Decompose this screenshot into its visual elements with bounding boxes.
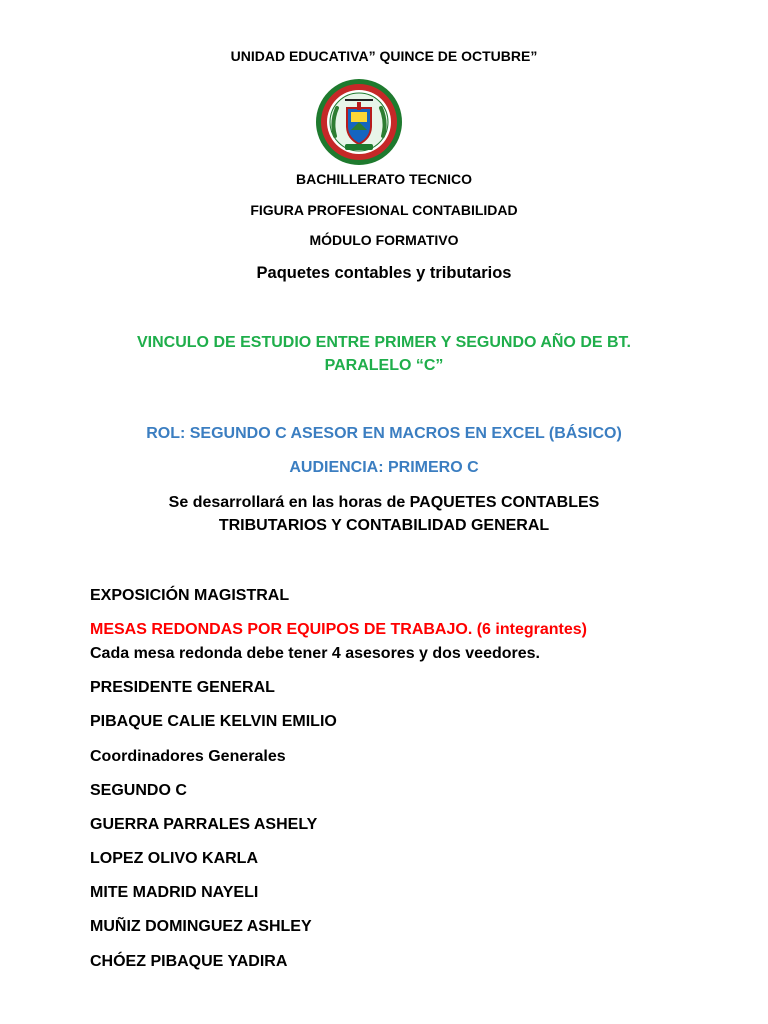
school-name: UNIDAD EDUCATIVA” QUINCE DE OCTUBRE”	[230, 48, 538, 64]
mesas-detail: Cada mesa redonda debe tener 4 asesores y dos veedores.	[90, 645, 540, 662]
bachillerato-heading: BACHILLERATO TECNICO	[295, 171, 473, 187]
list-item: MITE MADRID NAYELI	[90, 884, 259, 901]
audiencia-heading: AUDIENCIA: PRIMERO C	[289, 459, 479, 476]
description-line-1: Se desarrollará en las horas de PAQUETES CONTABLES	[168, 494, 600, 511]
modulo-heading: MÓDULO FORMATIVO	[309, 232, 459, 248]
rol-heading: ROL: SEGUNDO C ASESOR EN MACROS EN EXCEL (BÁSICO)	[146, 425, 622, 442]
presidente-name: PIBAQUE CALIE KELVIN EMILIO	[90, 713, 337, 730]
vinculo-line-1: VINCULO DE ESTUDIO ENTRE PRIMER Y SEGUNDO AÑO DE BT.	[137, 334, 631, 351]
mesas-heading: MESAS REDONDAS POR EQUIPOS DE TRABAJO. (6 integrantes)	[90, 621, 587, 638]
vinculo-heading	[0, 331, 768, 377]
exposicion-label: EXPOSICIÓN MAGISTRAL	[90, 587, 290, 604]
figura-profesional-heading: FIGURA PROFESIONAL CONTABILIDAD	[250, 202, 518, 218]
vinculo-line-2: PARALELO “C”	[324, 357, 444, 374]
school-crest-icon	[315, 78, 403, 166]
presidente-label: PRESIDENTE GENERAL	[90, 679, 275, 696]
description	[0, 491, 768, 537]
list-item: GUERRA PARRALES ASHELY	[90, 816, 318, 833]
course-subject: Paquetes contables y tributarios	[256, 264, 512, 282]
list-item: CHÓEZ PIBAQUE YADIRA	[90, 953, 288, 970]
list-item: LOPEZ OLIVO KARLA	[90, 850, 258, 867]
coordinadores-label: Coordinadores Generales	[90, 748, 286, 765]
list-item: MUÑIZ DOMINGUEZ ASHLEY	[90, 918, 312, 935]
description-line-2: TRIBUTARIOS Y CONTABILIDAD GENERAL	[218, 517, 550, 534]
curso-label: SEGUNDO C	[90, 782, 187, 799]
